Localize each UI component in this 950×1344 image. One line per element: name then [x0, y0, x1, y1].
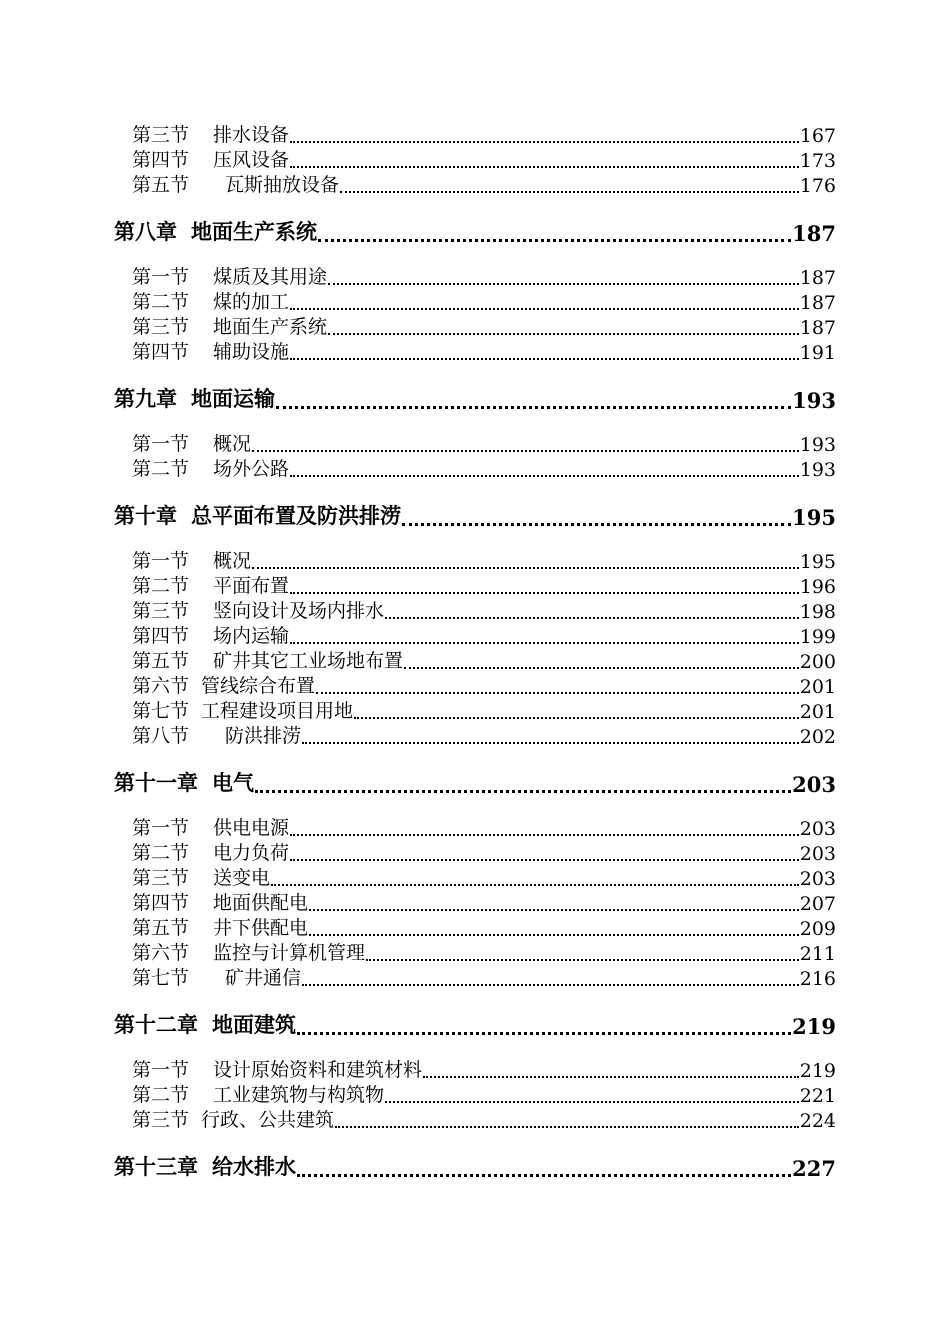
- section-title: 场外公路: [213, 458, 290, 480]
- page-number: 193: [799, 459, 836, 481]
- page-number: 198: [799, 601, 836, 623]
- toc-section-entry[interactable]: [114, 598, 836, 623]
- section-number: 第六节: [132, 675, 190, 697]
- section-title: 概况: [213, 550, 252, 572]
- section-title: 压风设备: [213, 149, 290, 171]
- toc-section-entry[interactable]: [114, 865, 836, 890]
- section-number: 第二节: [132, 1084, 190, 1106]
- toc-section-entry[interactable]: [114, 890, 836, 915]
- chapter-number: 第十一章: [114, 770, 198, 795]
- toc-section-entry[interactable]: [114, 456, 836, 481]
- dot-leader: [404, 666, 799, 669]
- page-number: 193: [792, 388, 836, 413]
- page-number: 201: [799, 701, 836, 723]
- dot-leader: [290, 140, 799, 143]
- section-title: 电力负荷: [213, 842, 290, 864]
- section-number: 第一节: [132, 266, 190, 288]
- page-number: 195: [799, 551, 836, 573]
- toc-section-entry[interactable]: [114, 623, 836, 648]
- toc-section-entry[interactable]: [114, 548, 836, 573]
- dot-leader: [297, 1031, 791, 1035]
- page-number: 203: [792, 772, 836, 797]
- page-number: 200: [799, 651, 836, 673]
- section-number: 第二节: [132, 458, 190, 480]
- toc-section-entry[interactable]: [114, 648, 836, 673]
- page-number: 203: [799, 843, 836, 865]
- toc-section-entry[interactable]: [114, 840, 836, 865]
- section-number: 第三节: [132, 867, 190, 889]
- toc-section-entry[interactable]: [114, 314, 836, 339]
- section-title: 行政、公共建筑: [201, 1109, 335, 1131]
- toc-chapter-entry[interactable]: [114, 218, 836, 246]
- page-number: 195: [792, 505, 836, 530]
- section-title: 工业建筑物与构筑物: [213, 1084, 385, 1106]
- section-number: 第一节: [132, 1059, 190, 1081]
- page-number: 196: [799, 576, 836, 598]
- dot-leader: [297, 1173, 791, 1177]
- dot-leader: [328, 282, 799, 285]
- section-number: 第三节: [132, 316, 190, 338]
- dot-leader: [309, 933, 799, 936]
- chapter-number: 第九章: [114, 386, 177, 411]
- dot-leader: [302, 741, 799, 744]
- section-title: 设计原始资料和建筑材料: [213, 1059, 423, 1081]
- section-number: 第三节: [132, 600, 190, 622]
- page-number: 227: [792, 1156, 836, 1181]
- section-number: 第五节: [132, 174, 190, 196]
- dot-leader: [302, 983, 799, 986]
- page-number: 173: [799, 150, 836, 172]
- page-number: 203: [799, 818, 836, 840]
- dot-leader: [366, 958, 799, 961]
- section-number: 第三节: [132, 124, 190, 146]
- page-number: 187: [792, 221, 836, 246]
- dot-leader: [309, 908, 799, 911]
- dot-leader: [290, 474, 799, 477]
- chapter-title: 电气: [212, 770, 254, 795]
- dot-leader: [354, 716, 799, 719]
- dot-leader: [316, 691, 799, 694]
- dot-leader: [385, 616, 799, 619]
- toc-chapter-entry[interactable]: [114, 1011, 836, 1039]
- dot-leader: [271, 883, 799, 886]
- chapter-title: 地面生产系统: [191, 219, 317, 244]
- section-title: 平面布置: [213, 575, 290, 597]
- section-number: 第三节: [132, 1109, 190, 1131]
- dot-leader: [290, 833, 799, 836]
- section-number: 第五节: [132, 650, 190, 672]
- dot-leader: [290, 165, 799, 168]
- section-title: 矿井通信: [225, 967, 302, 989]
- section-title: 供电电源: [213, 817, 290, 839]
- section-number: 第四节: [132, 892, 190, 914]
- section-title: 工程建设项目用地: [201, 700, 354, 722]
- page-number: 216: [799, 968, 836, 990]
- section-title: 瓦斯抽放设备: [225, 174, 340, 196]
- section-number: 第四节: [132, 149, 190, 171]
- dot-leader: [290, 858, 799, 861]
- section-title: 地面生产系统: [213, 316, 328, 338]
- dot-leader: [290, 357, 799, 360]
- section-title: 煤质及其用途: [213, 266, 328, 288]
- section-number: 第一节: [132, 433, 190, 455]
- section-number: 第七节: [132, 700, 190, 722]
- chapter-number: 第八章: [114, 219, 177, 244]
- toc-section-entry[interactable]: [114, 573, 836, 598]
- toc-chapter-entry[interactable]: [114, 502, 836, 530]
- chapter-title: 地面建筑: [212, 1012, 296, 1037]
- chapter-number: 第十章: [114, 503, 177, 528]
- section-title: 矿井其它工业场地布置: [213, 650, 404, 672]
- dot-leader: [385, 1100, 799, 1103]
- page-number: 211: [799, 943, 836, 965]
- section-title: 辅助设施: [213, 341, 290, 363]
- toc-section-entry[interactable]: [114, 815, 836, 840]
- page-number: 176: [799, 175, 836, 197]
- page-number: 224: [799, 1110, 836, 1132]
- toc-section-entry[interactable]: [114, 264, 836, 289]
- dot-leader: [318, 238, 791, 242]
- page-number: 219: [792, 1014, 836, 1039]
- toc-section-entry[interactable]: [114, 172, 836, 197]
- page-number: 201: [799, 676, 836, 698]
- section-title: 防洪排涝: [225, 725, 302, 747]
- section-number: 第八节: [132, 725, 190, 747]
- page-number: 187: [799, 292, 836, 314]
- toc-section-entry[interactable]: [114, 965, 836, 990]
- page-number: 167: [799, 125, 836, 147]
- table-of-contents: [114, 122, 836, 1199]
- toc-section-entry[interactable]: [114, 1057, 836, 1082]
- toc-section-entry[interactable]: [114, 147, 836, 172]
- page-number: 193: [799, 434, 836, 456]
- toc-section-entry[interactable]: [114, 339, 836, 364]
- page-number: 187: [799, 267, 836, 289]
- section-number: 第二节: [132, 575, 190, 597]
- dot-leader: [340, 190, 799, 193]
- section-title: 管线综合布置: [201, 675, 316, 697]
- toc-section-entry[interactable]: [114, 122, 836, 147]
- page-number: 187: [799, 317, 836, 339]
- chapter-number: 第十三章: [114, 1154, 198, 1179]
- section-title: 竖向设计及场内排水: [213, 600, 385, 622]
- section-title: 煤的加工: [213, 291, 290, 313]
- section-number: 第一节: [132, 817, 190, 839]
- toc-section-entry[interactable]: [114, 698, 836, 723]
- toc-section-entry[interactable]: [114, 915, 836, 940]
- section-number: 第一节: [132, 550, 190, 572]
- toc-section-entry[interactable]: [114, 723, 836, 748]
- section-number: 第四节: [132, 341, 190, 363]
- section-title: 概况: [213, 433, 252, 455]
- toc-section-entry[interactable]: [114, 431, 836, 456]
- section-title: 送变电: [213, 867, 271, 889]
- dot-leader: [252, 449, 799, 452]
- section-title: 监控与计算机管理: [213, 942, 366, 964]
- dot-leader: [402, 522, 791, 526]
- page-number: 209: [799, 918, 836, 940]
- section-number: 第二节: [132, 291, 190, 313]
- section-number: 第二节: [132, 842, 190, 864]
- chapter-title: 总平面布置及防洪排涝: [191, 503, 401, 528]
- section-title: 场内运输: [213, 625, 290, 647]
- page-number: 207: [799, 893, 836, 915]
- page-number: 221: [799, 1085, 836, 1107]
- section-number: 第七节: [132, 967, 190, 989]
- chapter-title: 地面运输: [191, 386, 275, 411]
- toc-chapter-entry[interactable]: [114, 1153, 836, 1181]
- toc-chapter-entry[interactable]: [114, 769, 836, 797]
- page-number: 219: [799, 1060, 836, 1082]
- dot-leader: [290, 591, 799, 594]
- toc-section-entry[interactable]: [114, 1107, 836, 1132]
- section-title: 地面供配电: [213, 892, 309, 914]
- section-number: 第四节: [132, 625, 190, 647]
- dot-leader: [328, 332, 799, 335]
- dot-leader: [276, 405, 791, 409]
- section-title: 井下供配电: [213, 917, 309, 939]
- dot-leader: [423, 1075, 799, 1078]
- toc-section-entry[interactable]: [114, 289, 836, 314]
- page-number: 199: [799, 626, 836, 648]
- dot-leader: [290, 641, 799, 644]
- dot-leader: [290, 307, 799, 310]
- section-number: 第五节: [132, 917, 190, 939]
- dot-leader: [252, 566, 799, 569]
- page-number: 203: [799, 868, 836, 890]
- chapter-title: 给水排水: [212, 1154, 296, 1179]
- page-number: 191: [799, 342, 836, 364]
- page-number: 202: [799, 726, 836, 748]
- dot-leader: [335, 1125, 799, 1128]
- toc-section-entry[interactable]: [114, 673, 836, 698]
- toc-chapter-entry[interactable]: [114, 385, 836, 413]
- chapter-number: 第十二章: [114, 1012, 198, 1037]
- section-title: 排水设备: [213, 124, 290, 146]
- dot-leader: [255, 789, 791, 793]
- toc-section-entry[interactable]: [114, 940, 836, 965]
- section-number: 第六节: [132, 942, 190, 964]
- toc-section-entry[interactable]: [114, 1082, 836, 1107]
